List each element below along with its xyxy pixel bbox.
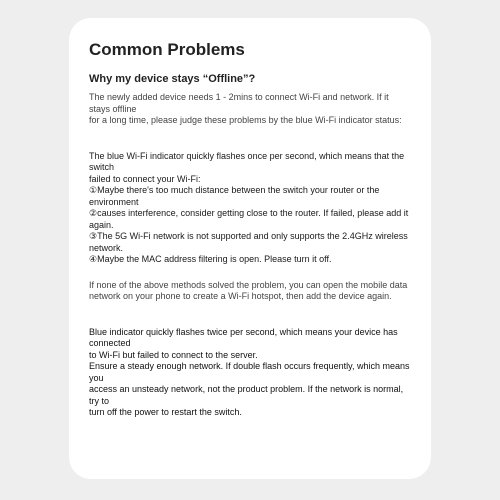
section2-heading: Blue indicator quickly flashes twice per second, which means your device has connected to Wi-Fi but failed to connect to the server. — [89, 326, 398, 360]
spacer — [89, 303, 411, 327]
section1-note: If none of the above methods solved the problem, you can open the mobile data network on your phone to create a Wi-Fi hotspot, then add the device again. — [89, 279, 408, 301]
section1-item-2: ②causes interference, consider getting close to the router. If failed, please add it again. — [89, 208, 409, 230]
page-title: Common Problems — [89, 40, 245, 59]
section1-item-4: ④Maybe the MAC address filtering is open. Please turn it off. — [89, 254, 332, 264]
faq-card — [69, 18, 431, 479]
section1-item-3: ③The 5G Wi-Fi network is not supported and only supports the 2.4GHz wireless network. — [89, 231, 408, 253]
section1-item-1: ①Maybe there's too much distance between the switch your router or the environment — [89, 185, 380, 207]
question-heading: Why my device stays “Offline”? — [89, 73, 256, 85]
spacer — [89, 266, 411, 280]
spacer — [89, 127, 411, 151]
intro-paragraph: The newly added device needs 1 - 2mins to connect Wi-Fi and network. If it stays offline for a long time, please judge these problems by the blue Wi-Fi indicator status: — [89, 92, 402, 125]
section2-body: Ensure a steady enough network. If double flash occurs frequently, which means you access an unsteady network, not the product problem. If the network is normal, try to turn off the power to restart the switch. — [89, 361, 410, 417]
section1-heading: The blue Wi-Fi indicator quickly flashes once per second, which means that the switch failed to connect your Wi-Fi: — [89, 150, 405, 184]
